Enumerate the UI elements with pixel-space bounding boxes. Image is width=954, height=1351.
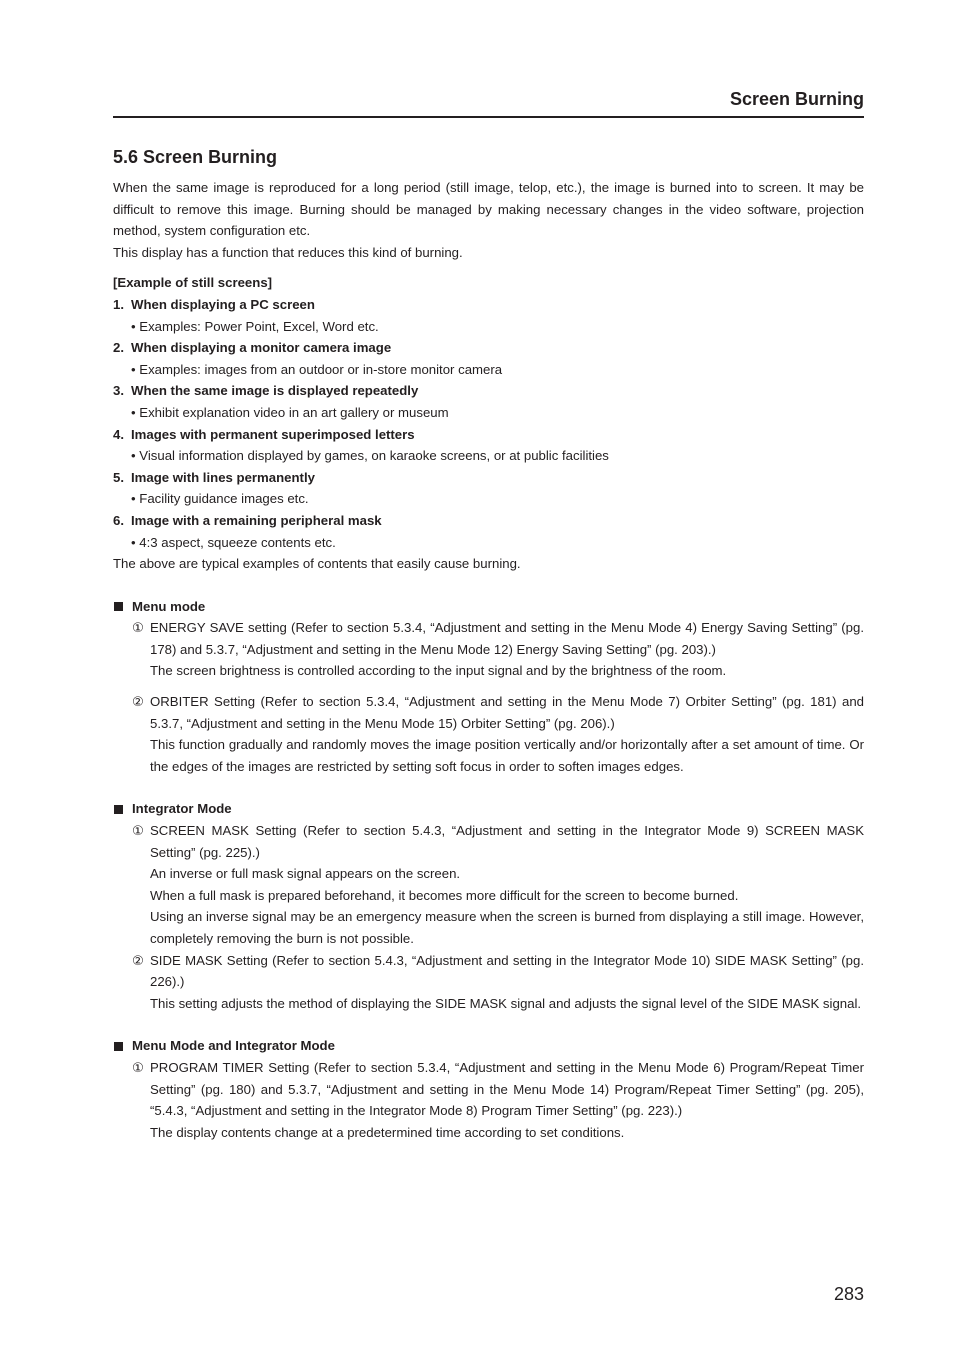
integrator-mode-heading <box>113 798 864 820</box>
running-header <box>113 86 864 118</box>
example-label: Images with permanent superimposed letters <box>131 426 415 442</box>
example-item <box>113 424 864 467</box>
example-item <box>113 380 864 423</box>
entry-text: ORBITER Setting (Refer to section 5.3.4, “Adjustment and setting in the Menu Mode 7) Orbiter Setting” (pg. 181) and 5.3.7, “Adjustment and setting in the Menu Mode 15) Orbiter Setting” (pg. 206).) <box>150 694 864 731</box>
circled-number-2: ② <box>132 694 144 710</box>
intro-paragraph: When the same image is reproduced for a long period (still image, telop, etc.), the image is burned into to screen. It may be difficult to remove this image. Burning should be managed by making necessary changes in the video software, projection method, system configuration etc. <box>113 180 864 239</box>
menu-integrator-mode-entry <box>113 1057 864 1143</box>
square-bullet-icon <box>114 1042 123 1051</box>
menu-integrator-mode-heading-text: Menu Mode and Integrator Mode <box>132 1038 335 1054</box>
circled-number-2: ② <box>132 952 144 968</box>
entry-text: PROGRAM TIMER Setting (Refer to section 5.3.4, “Adjustment and setting in the Menu Mode 6) Program/Repeat Timer Setting” (pg. 180) and 5.3.7, “Adjustment and setting in the Menu Mode 14) Program/Repeat Timer Setting” (pg. 205), “5.4.3, “Adjustment and setting in the Integrator Mode 8) Program Timer Setting” (pg. 223).) <box>150 1059 864 1119</box>
examples-note: The above are typical examples of contents that easily cause burning. <box>113 556 521 572</box>
circled-number-1: ① <box>132 823 144 839</box>
example-number: 1. <box>113 296 124 312</box>
example-item <box>113 510 864 553</box>
example-detail: • Visual information displayed by games, on karaoke screens, or at public facilities <box>131 448 609 464</box>
example-label: When displaying a PC screen <box>131 296 315 312</box>
integrator-mode-entry <box>113 820 864 950</box>
entry-text: SIDE MASK Setting (Refer to section 5.4.3, “Adjustment and setting in the Integrator Mode 10) SIDE MASK Setting” (pg. 226).) <box>150 952 864 990</box>
entry-text: ENERGY SAVE setting (Refer to section 5.3.4, “Adjustment and setting in the Menu Mode 4) Energy Saving Setting” (pg. 178) and 5.3.7, “Adjustment and setting in the Menu Mode 12) Energy Saving Setting” (pg. 203).) <box>150 620 864 657</box>
example-number: 5. <box>113 469 124 485</box>
entry-text: The screen brightness is controlled according to the input signal and by the brightness of the room. <box>150 663 727 679</box>
entry-text: SCREEN MASK Setting (Refer to section 5.4.3, “Adjustment and setting in the Integrator Mode 9) SCREEN MASK Setting” (pg. 225).) <box>150 823 864 860</box>
entry-text: The display contents change at a predetermined time according to set conditions. <box>150 1124 625 1140</box>
section-title: 5.6 Screen Burning <box>113 147 278 167</box>
header-title: Screen Burning <box>729 89 864 109</box>
menu-mode-entry <box>113 617 864 682</box>
square-bullet-icon <box>114 602 123 611</box>
page-number: 283 <box>833 1284 864 1304</box>
example-item <box>113 337 864 380</box>
example-detail: • Examples: images from an outdoor or in-store monitor camera <box>131 361 503 377</box>
circled-number-1: ① <box>132 1059 144 1075</box>
example-detail: • Facility guidance images etc. <box>131 491 309 507</box>
example-number: 2. <box>113 340 124 356</box>
square-bullet-icon <box>114 805 123 814</box>
menu-mode-heading <box>113 596 864 618</box>
entry-text: Using an inverse signal may be an emergency measure when the screen is burned from displaying a still image. However, completely removing the burn is not possible. <box>150 909 864 946</box>
circled-number-1: ① <box>132 620 144 636</box>
example-detail: • Examples: Power Point, Excel, Word etc. <box>131 318 379 334</box>
menu-mode-heading-text: Menu mode <box>132 598 206 614</box>
entry-text: An inverse or full mask signal appears on the screen. <box>150 866 461 882</box>
entry-text: This function gradually and randomly moves the image position vertically and/or horizontally after a set amount of time. Or the edges of the images are restricted by setting soft focus in order to soften images edges. <box>150 737 864 774</box>
example-number: 3. <box>113 383 124 399</box>
example-detail: • 4:3 aspect, squeeze contents etc. <box>131 534 336 550</box>
integrator-mode-heading-text: Integrator Mode <box>132 801 232 817</box>
integrator-mode-block <box>113 798 864 1014</box>
example-item <box>113 294 864 337</box>
example-number: 4. <box>113 426 124 442</box>
menu-integrator-mode-block <box>113 1035 864 1143</box>
intro-paragraph-2: This display has a function that reduces this kind of burning. <box>113 244 463 260</box>
example-item <box>113 467 864 510</box>
example-label: Image with a remaining peripheral mask <box>131 512 382 528</box>
example-label: Image with lines permanently <box>131 469 315 485</box>
menu-mode-entry <box>113 691 864 777</box>
entry-text: When a full mask is prepared beforehand, it becomes more difficult for the screen to become burned. <box>150 887 739 903</box>
entry-text: This setting adjusts the method of displaying the SIDE MASK signal and adjusts the signal level of the SIDE MASK signal. <box>150 995 862 1011</box>
integrator-mode-entry <box>113 950 864 1015</box>
menu-integrator-mode-heading <box>113 1035 864 1057</box>
example-label: When the same image is displayed repeatedly <box>131 383 419 399</box>
menu-mode-block <box>113 596 864 778</box>
example-number: 6. <box>113 512 124 528</box>
example-detail: • Exhibit explanation video in an art gallery or museum <box>131 404 449 420</box>
example-label: When displaying a monitor camera image <box>131 340 392 356</box>
examples-heading: [Example of still screens] <box>113 275 273 291</box>
examples-list <box>113 294 864 553</box>
section-content <box>113 177 864 1143</box>
